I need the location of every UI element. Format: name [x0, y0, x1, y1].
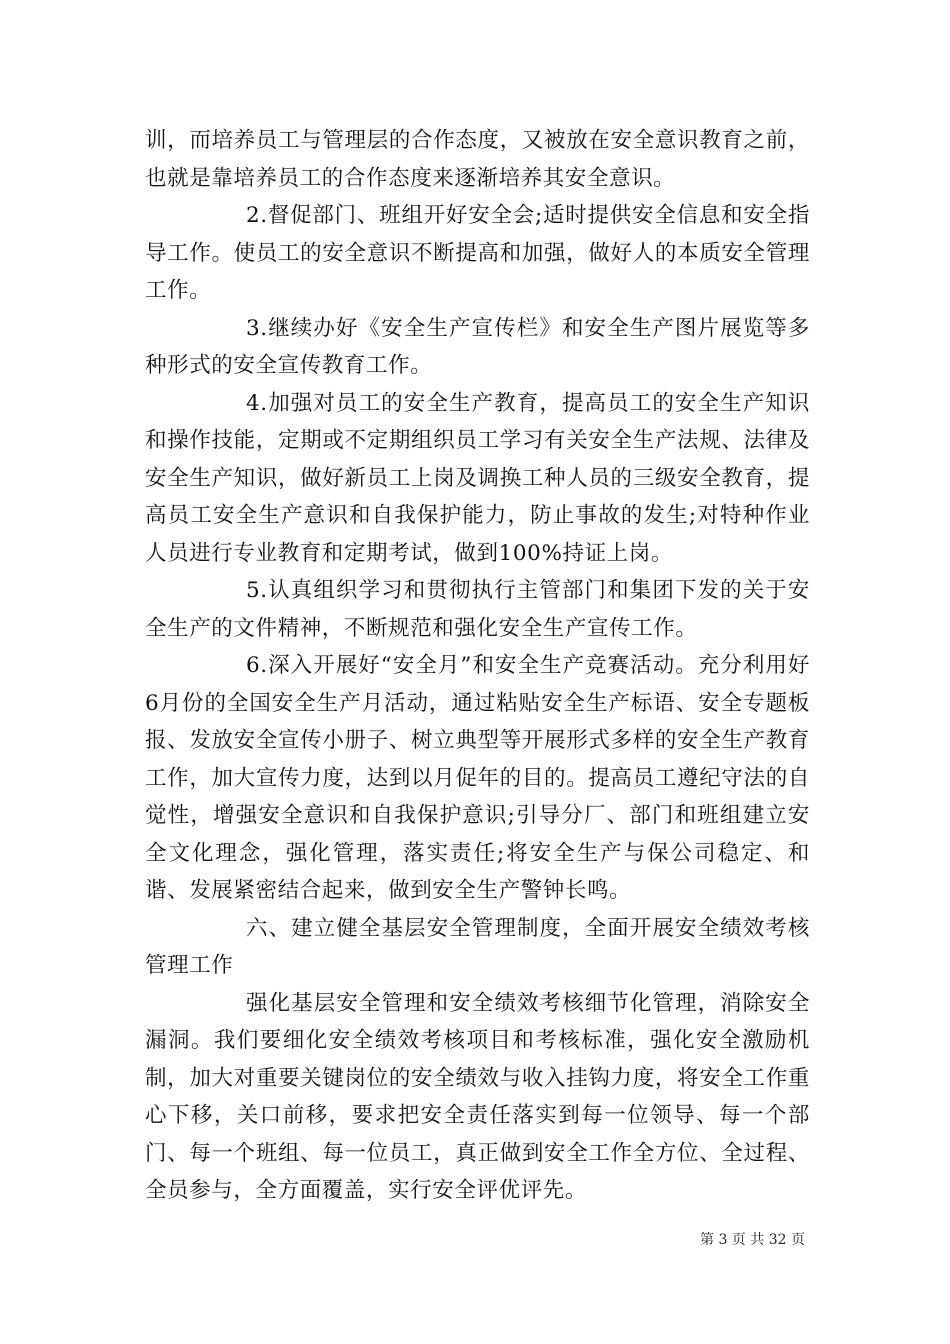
document-body [145, 122, 810, 1210]
paragraph-item-6: 6.深入开展好“安全月”和安全生产竞赛活动。充分利用好6月份的全国安全生产月活动，通过粘贴安全生产标语、安全专题板报、发放安全宣传小册子、树立典型等开展形式多样的安全生产教育工作，加大宣传力度，达到以月促年的目的。提高员工遵纪守法的自觉性，增强安全意识和自我保护意识;引导分厂、部门和班组建立安全文化理念，强化管理，落实责任;将安全生产与保公司稳定、和谐、发展紧密结合起来，做到安全生产警钟长鸣。 [145, 653, 810, 903]
paragraph-intro-continuation: 训，而培养员工与管理层的合作态度，又被放在安全意识教育之前，也就是靠培养员工的合作态度来逐渐培养其安全意识。 [145, 128, 810, 191]
paragraph-section-6-body: 强化基层安全管理和安全绩效考核细节化管理，消除安全漏洞。我们要细化安全绩效考核项目和考核标准，强化安全激励机制，加大对重要关键岗位的安全绩效与收入挂钩力度，将安全工作重心下移，关口前移，要求把安全责任落实到每一位领导、每一个部门、每一个班组、每一位员工，真正做到安全工作全方位、全过程、全员参与，全方面覆盖，实行安全评优评先。 [145, 990, 810, 1203]
section-6-heading: 六、建立健全基层安全管理制度，全面开展安全绩效考核管理工作 [145, 915, 810, 978]
page-number-footer: 第 3 页 共 32 页 [700, 1232, 805, 1248]
paragraph-item-4: 4.加强对员工的安全生产教育，提高员工的安全生产知识和操作技能，定期或不定期组织员工学习有关安全生产法规、法律及安全生产知识，做好新员工上岗及调换工种人员的三级安全教育，提高员工安全生产意识和自我保护能力，防止事故的发生;对特种作业人员进行专业教育和定期考试，做到100%持证上岗。 [145, 390, 810, 566]
paragraph-item-3: 3.继续办好《安全生产宣传栏》和安全生产图片展览等多种形式的安全宣传教育工作。 [145, 315, 810, 378]
paragraph-item-5: 5.认真组织学习和贯彻执行主管部门和集团下发的关于安全生产的文件精神，不断规范和强化安全生产宣传工作。 [145, 578, 810, 641]
paragraph-item-2: 2.督促部门、班组开好安全会;适时提供安全信息和安全指导工作。使员工的安全意识不断提高和加强，做好人的本质安全管理工作。 [145, 203, 810, 303]
